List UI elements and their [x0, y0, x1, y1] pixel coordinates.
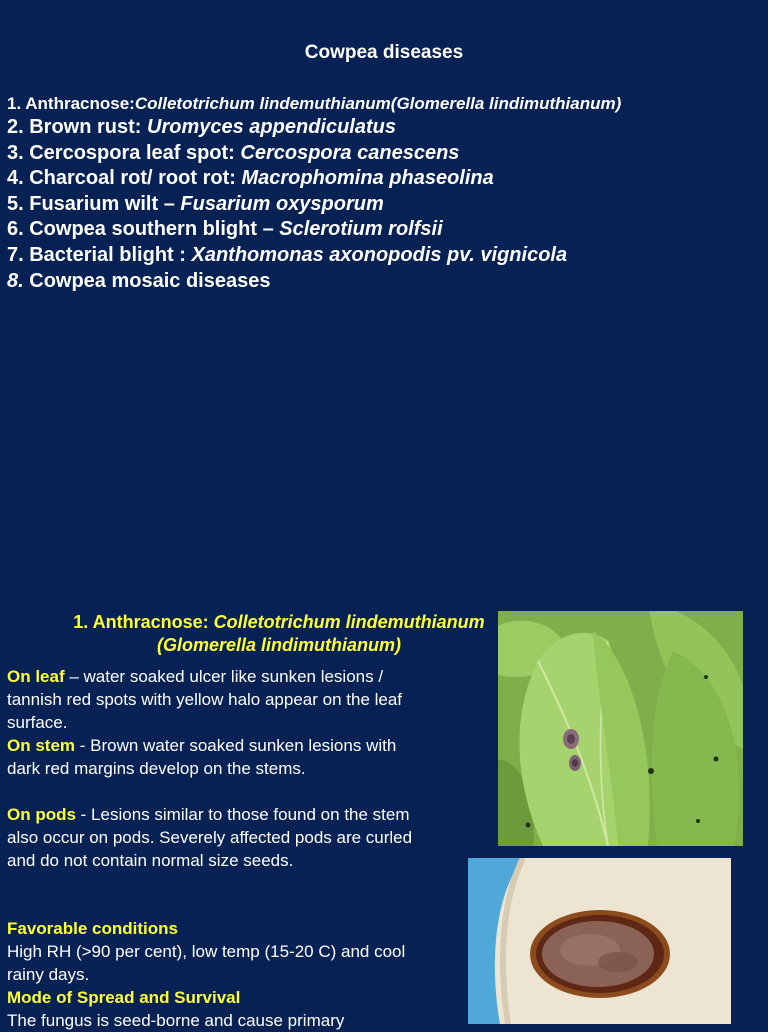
disease-name: Cowpea mosaic diseases	[23, 270, 271, 292]
section-heading	[0, 612, 558, 633]
leaf-symptoms	[7, 665, 427, 734]
disease-name: 2. Brown rust:	[7, 116, 148, 138]
disease-name: 7. Bacterial blight :	[7, 244, 192, 266]
on-stem-label: On stem	[7, 736, 76, 755]
conditions-section	[7, 917, 427, 1032]
pathogen-name: Sclerotium rolfsii	[279, 218, 443, 240]
disease-name: 5. Fusarium wilt –	[7, 193, 181, 215]
disease-item-8	[7, 270, 270, 293]
pathogen-name: Colletotrichum lindemuthianum(Glomerella lindimuthianum)	[134, 94, 622, 113]
disease-item-1	[7, 94, 621, 114]
pathogen-name: Fusarium oxysporum	[180, 193, 384, 215]
on-leaf-text: – water soaked ulcer like sunken lesions / tannish red spots with yellow halo appear on the leaf surface.	[7, 667, 403, 732]
disease-item-7	[7, 244, 567, 267]
disease-name: 6. Cowpea southern blight –	[7, 218, 280, 240]
disease-name: 1. Anthracnose:	[7, 94, 135, 113]
on-leaf-label: On leaf	[7, 667, 65, 686]
pod-lesion-photo	[468, 858, 731, 1024]
disease-item-5	[7, 193, 384, 216]
pathogen-name: Uromyces appendiculatus	[147, 116, 396, 138]
disease-item-6	[7, 218, 443, 241]
spread-text: The fungus is seed-borne and cause primary	[7, 1011, 345, 1030]
on-pods-label: On pods	[7, 805, 76, 824]
favorable-conditions-heading: Favorable conditions	[7, 919, 178, 938]
disease-name: 3. Cercospora leaf spot:	[7, 142, 241, 164]
heading-disease: 1. Anthracnose:	[73, 612, 214, 632]
pod-photo-graphic	[468, 858, 731, 1024]
slide-title: Cowpea diseases	[304, 42, 464, 63]
pathogen-name: Xanthomonas axonopodis pv. vignicola	[191, 244, 568, 266]
disease-name: 4. Charcoal rot/ root rot:	[7, 167, 242, 189]
favorable-conditions-text: High RH (>90 per cent), low temp (15-20 C) and cool rainy days.	[7, 942, 406, 984]
stem-symptoms	[7, 734, 427, 780]
heading-pathogen: Colletotrichum lindemuthianum	[213, 612, 485, 632]
pod-symptoms	[7, 803, 427, 872]
disease-item-2	[7, 116, 396, 139]
disease-item-4	[7, 167, 494, 190]
leaf-photo-graphic	[498, 611, 743, 846]
spread-heading: Mode of Spread and Survival	[7, 988, 241, 1007]
pathogen-name: Cercospora canescens	[240, 142, 460, 164]
on-stem-text: - Brown water soaked sunken lesions with dark red margins develop on the stems.	[7, 736, 397, 778]
disease-item-3	[7, 142, 459, 165]
item-number: 8.	[7, 270, 24, 292]
leaf-lesion-photo	[498, 611, 743, 846]
on-pods-text: - Lesions similar to those found on the stem also occur on pods. Severely affected pods are curled and do not contain normal size seeds.	[7, 805, 413, 870]
section-subheading: (Glomerella lindimuthianum)	[156, 635, 402, 655]
pathogen-name: Macrophomina phaseolina	[241, 167, 494, 189]
